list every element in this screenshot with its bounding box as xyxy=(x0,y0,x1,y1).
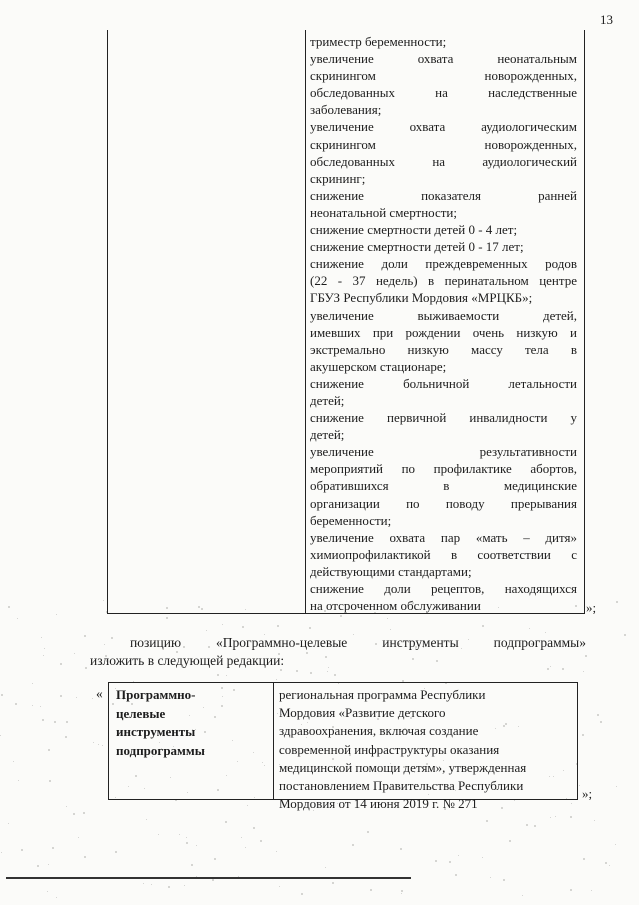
scan-speck xyxy=(65,736,67,738)
scan-speck xyxy=(253,827,255,829)
scan-speck xyxy=(186,837,187,838)
scan-speck xyxy=(8,823,9,824)
scan-speck xyxy=(103,600,104,601)
scan-speck xyxy=(276,679,277,680)
scan-speck xyxy=(616,786,617,787)
scan-speck xyxy=(226,675,227,676)
table-text-line: на отсроченном обслуживании xyxy=(310,598,481,614)
scan-speck xyxy=(43,655,44,656)
footer-rule xyxy=(6,877,411,879)
scan-speck xyxy=(579,785,580,786)
scan-speck xyxy=(247,805,248,806)
scan-speck xyxy=(400,848,402,850)
column-divider xyxy=(273,683,274,799)
scan-speck xyxy=(1,694,3,696)
table-text-line: неонатальной смертности; xyxy=(310,204,457,220)
value-text-line: здравоохранения, включая создание xyxy=(279,723,479,739)
scan-speck xyxy=(115,851,117,853)
scan-speck xyxy=(534,825,536,827)
scan-speck xyxy=(48,749,50,751)
scan-speck xyxy=(529,628,530,629)
indicators-table xyxy=(107,30,585,614)
table-text-line: увеличение охвата неонатальным xyxy=(310,51,577,67)
table-text-line: снижение смертности детей 0 - 17 лет; xyxy=(310,239,524,255)
scan-speck xyxy=(435,860,437,862)
scan-speck xyxy=(225,821,227,823)
scan-speck xyxy=(0,735,1,736)
label-text-line: целевые xyxy=(116,705,166,721)
scan-speck xyxy=(449,861,451,863)
scan-speck xyxy=(191,864,193,866)
scan-speck xyxy=(151,884,152,885)
value-text-line: Мордовия «Развитие детского xyxy=(279,705,446,721)
scan-speck xyxy=(490,877,491,878)
scan-speck xyxy=(206,630,207,631)
instruction-line-1: позицию «Программно-целевые инструменты подпрограммы» xyxy=(130,635,586,650)
scan-speck xyxy=(85,667,87,669)
scan-speck xyxy=(582,734,584,736)
value-text-line: региональная программа Республики xyxy=(279,687,486,702)
scan-speck xyxy=(245,847,246,848)
scan-speck xyxy=(482,625,484,627)
scan-speck xyxy=(387,618,388,619)
table-text-line: увеличение выживаемости детей, xyxy=(310,307,577,323)
table-text-line: беременности; xyxy=(310,512,392,528)
scan-speck xyxy=(196,845,197,846)
table-text-line: скрининг; xyxy=(310,170,366,186)
table-text-line: заболевания; xyxy=(310,102,382,118)
scan-speck xyxy=(571,803,572,804)
scan-speck xyxy=(276,851,277,852)
scan-speck xyxy=(277,625,279,627)
table-text-line: скринингом новорожденных, xyxy=(310,68,577,84)
scan-speck xyxy=(482,857,483,858)
table-text-line: скринингом новорожденных, xyxy=(310,136,577,152)
scan-speck xyxy=(83,812,85,814)
scan-speck xyxy=(78,837,79,838)
scan-speck xyxy=(214,858,216,860)
indicators-cell xyxy=(310,33,577,614)
scan-speck xyxy=(242,626,244,628)
scan-speck xyxy=(486,820,488,822)
table-text-line: химиопрофилактикой в соответствии с xyxy=(310,546,577,562)
scan-speck xyxy=(332,882,334,884)
table-text-line: снижение доли преждевременных родов xyxy=(310,256,577,272)
value-text-line: Мордовия от 14 июня 2019 г. № 271 xyxy=(279,796,478,812)
scan-speck xyxy=(92,698,93,699)
scan-speck xyxy=(21,849,23,851)
table-text-line: снижение доли рецептов, находящихся xyxy=(310,581,577,596)
page-number: 13 xyxy=(600,12,613,27)
table-text-line: увеличение результативности xyxy=(310,444,577,460)
table-text-line: детей; xyxy=(310,392,345,408)
scan-speck xyxy=(166,617,168,619)
label-text-line: подпрограммы xyxy=(116,742,205,758)
table-text-line: экстремально низкую массу тела в xyxy=(310,341,577,357)
scan-speck xyxy=(296,670,298,672)
scan-speck xyxy=(503,879,505,881)
scan-speck xyxy=(401,890,403,892)
scan-speck xyxy=(605,862,607,864)
table-text-line: мероприятий по профилактике абортов, xyxy=(310,461,577,477)
scan-speck xyxy=(522,895,523,896)
scan-speck xyxy=(102,745,103,746)
scan-speck xyxy=(111,637,113,639)
value-text-line: медицинской помощи детям», утвержденная xyxy=(279,759,527,775)
scan-speck xyxy=(334,674,336,676)
scan-speck xyxy=(352,844,354,846)
scan-speck xyxy=(325,867,326,868)
scan-speck xyxy=(146,819,147,820)
scan-speck xyxy=(509,840,511,842)
scan-speck xyxy=(66,806,67,807)
table-text-line: действующими стандартами; xyxy=(310,563,472,579)
closing-quote-mark: »; xyxy=(582,786,593,801)
scan-speck xyxy=(212,879,214,881)
scan-speck xyxy=(597,714,599,716)
value-text-line: постановлением Правительства Республики xyxy=(279,777,524,793)
scan-speck xyxy=(455,874,457,876)
scan-speck xyxy=(340,615,342,617)
scan-speck xyxy=(143,883,144,884)
scan-speck xyxy=(570,889,572,891)
scan-speck xyxy=(84,856,86,858)
scan-speck xyxy=(42,719,44,721)
scan-speck xyxy=(60,695,62,697)
scan-speck xyxy=(301,893,303,895)
label-text-line: Программно- xyxy=(116,687,196,702)
table-text-line: увеличение охвата пар «мать – дитя» xyxy=(310,529,577,545)
scan-speck xyxy=(32,683,33,684)
table-text-line: ГБУЗ Республики Мордовия «МРЦКБ»; xyxy=(310,290,533,306)
scan-speck xyxy=(327,671,328,672)
table-text-line: организации по поводу прерывания xyxy=(310,495,577,511)
scan-speck xyxy=(32,705,33,706)
scan-speck xyxy=(41,637,42,638)
scan-speck xyxy=(104,644,105,645)
value-text-line: современной инфраструктуры оказания xyxy=(279,741,500,757)
scan-speck xyxy=(615,844,616,845)
scan-speck xyxy=(158,834,159,835)
scan-speck xyxy=(279,886,280,887)
label-text-line: инструменты xyxy=(116,724,196,739)
scan-speck xyxy=(84,635,86,637)
scan-speck xyxy=(591,890,592,891)
scan-speck xyxy=(370,889,372,891)
scan-speck xyxy=(1,852,2,853)
scan-speck xyxy=(44,648,45,649)
scan-speck xyxy=(47,891,48,892)
scan-speck xyxy=(13,761,14,762)
table-text-line: снижение смертности детей 0 - 4 лет; xyxy=(310,222,518,238)
scan-speck xyxy=(98,744,99,745)
table-text-line: триместр беременности; xyxy=(310,34,447,49)
scan-speck xyxy=(594,820,595,821)
scan-speck xyxy=(74,653,75,654)
scan-speck xyxy=(168,886,170,888)
scan-speck xyxy=(76,697,77,698)
scan-speck xyxy=(367,831,369,833)
scan-speck xyxy=(56,897,57,898)
scan-speck xyxy=(93,742,94,743)
program-tools-value xyxy=(279,686,571,813)
scan-speck xyxy=(217,674,219,676)
table-text-line: акушерском стационаре; xyxy=(310,358,447,374)
table-text-line: обратившихся в медицинские xyxy=(310,478,577,494)
closing-quote-mark: »; xyxy=(586,600,597,615)
scan-speck xyxy=(15,703,17,705)
table-text-line: снижение показателя ранней xyxy=(310,187,577,203)
scan-speck xyxy=(624,634,626,636)
scan-speck xyxy=(186,842,188,844)
column-divider xyxy=(305,30,306,613)
scan-speck xyxy=(390,629,391,630)
scan-speck xyxy=(37,865,39,867)
scan-speck xyxy=(583,858,585,860)
instruction-line-2: изложить в следующей редакции: xyxy=(90,653,285,668)
scan-speck xyxy=(52,847,54,849)
table-text-line: обследованных на аудиологический xyxy=(310,153,577,169)
scan-speck xyxy=(73,813,75,815)
scan-speck xyxy=(458,855,459,856)
scan-speck xyxy=(550,817,551,818)
opening-quote-mark: « xyxy=(96,686,103,701)
scan-speck xyxy=(49,780,51,782)
table-text-line: снижение больничной летальности xyxy=(310,375,577,391)
table-text-line: увеличение охвата аудиологическим xyxy=(310,119,577,135)
scan-speck xyxy=(184,885,185,886)
program-tools-table xyxy=(108,682,578,812)
scan-speck xyxy=(570,816,572,818)
scan-speck xyxy=(60,663,62,665)
table-text-line: детей; xyxy=(310,427,345,443)
scan-speck xyxy=(260,840,262,842)
scan-speck xyxy=(222,624,223,625)
scan-speck xyxy=(310,672,312,674)
scan-speck xyxy=(555,816,556,817)
scan-speck xyxy=(179,834,180,835)
scan-speck xyxy=(609,865,610,866)
scan-speck xyxy=(66,721,68,723)
scan-speck xyxy=(8,606,10,608)
scan-speck xyxy=(616,601,618,603)
scan-speck xyxy=(56,614,57,615)
scan-speck xyxy=(545,632,546,633)
scan-speck xyxy=(54,721,56,723)
program-tools-label xyxy=(116,686,266,760)
scan-speck xyxy=(401,893,402,894)
scan-speck xyxy=(309,627,311,629)
scan-speck xyxy=(48,864,49,865)
table-text-line: обследованных на наследственные xyxy=(310,85,577,101)
table-text-line: (22 - 37 недель) в перинатальном центре xyxy=(310,273,577,289)
scan-speck xyxy=(241,837,242,838)
scan-speck xyxy=(583,671,584,672)
table-text-line: имевших при рождении очень низкую и xyxy=(310,324,577,340)
scan-speck xyxy=(18,780,19,781)
scan-speck xyxy=(40,706,41,707)
scan-speck xyxy=(17,618,18,619)
scan-speck xyxy=(526,824,528,826)
scan-speck xyxy=(600,721,602,723)
table-text-line: снижение первичной инвалидности у xyxy=(310,410,577,426)
